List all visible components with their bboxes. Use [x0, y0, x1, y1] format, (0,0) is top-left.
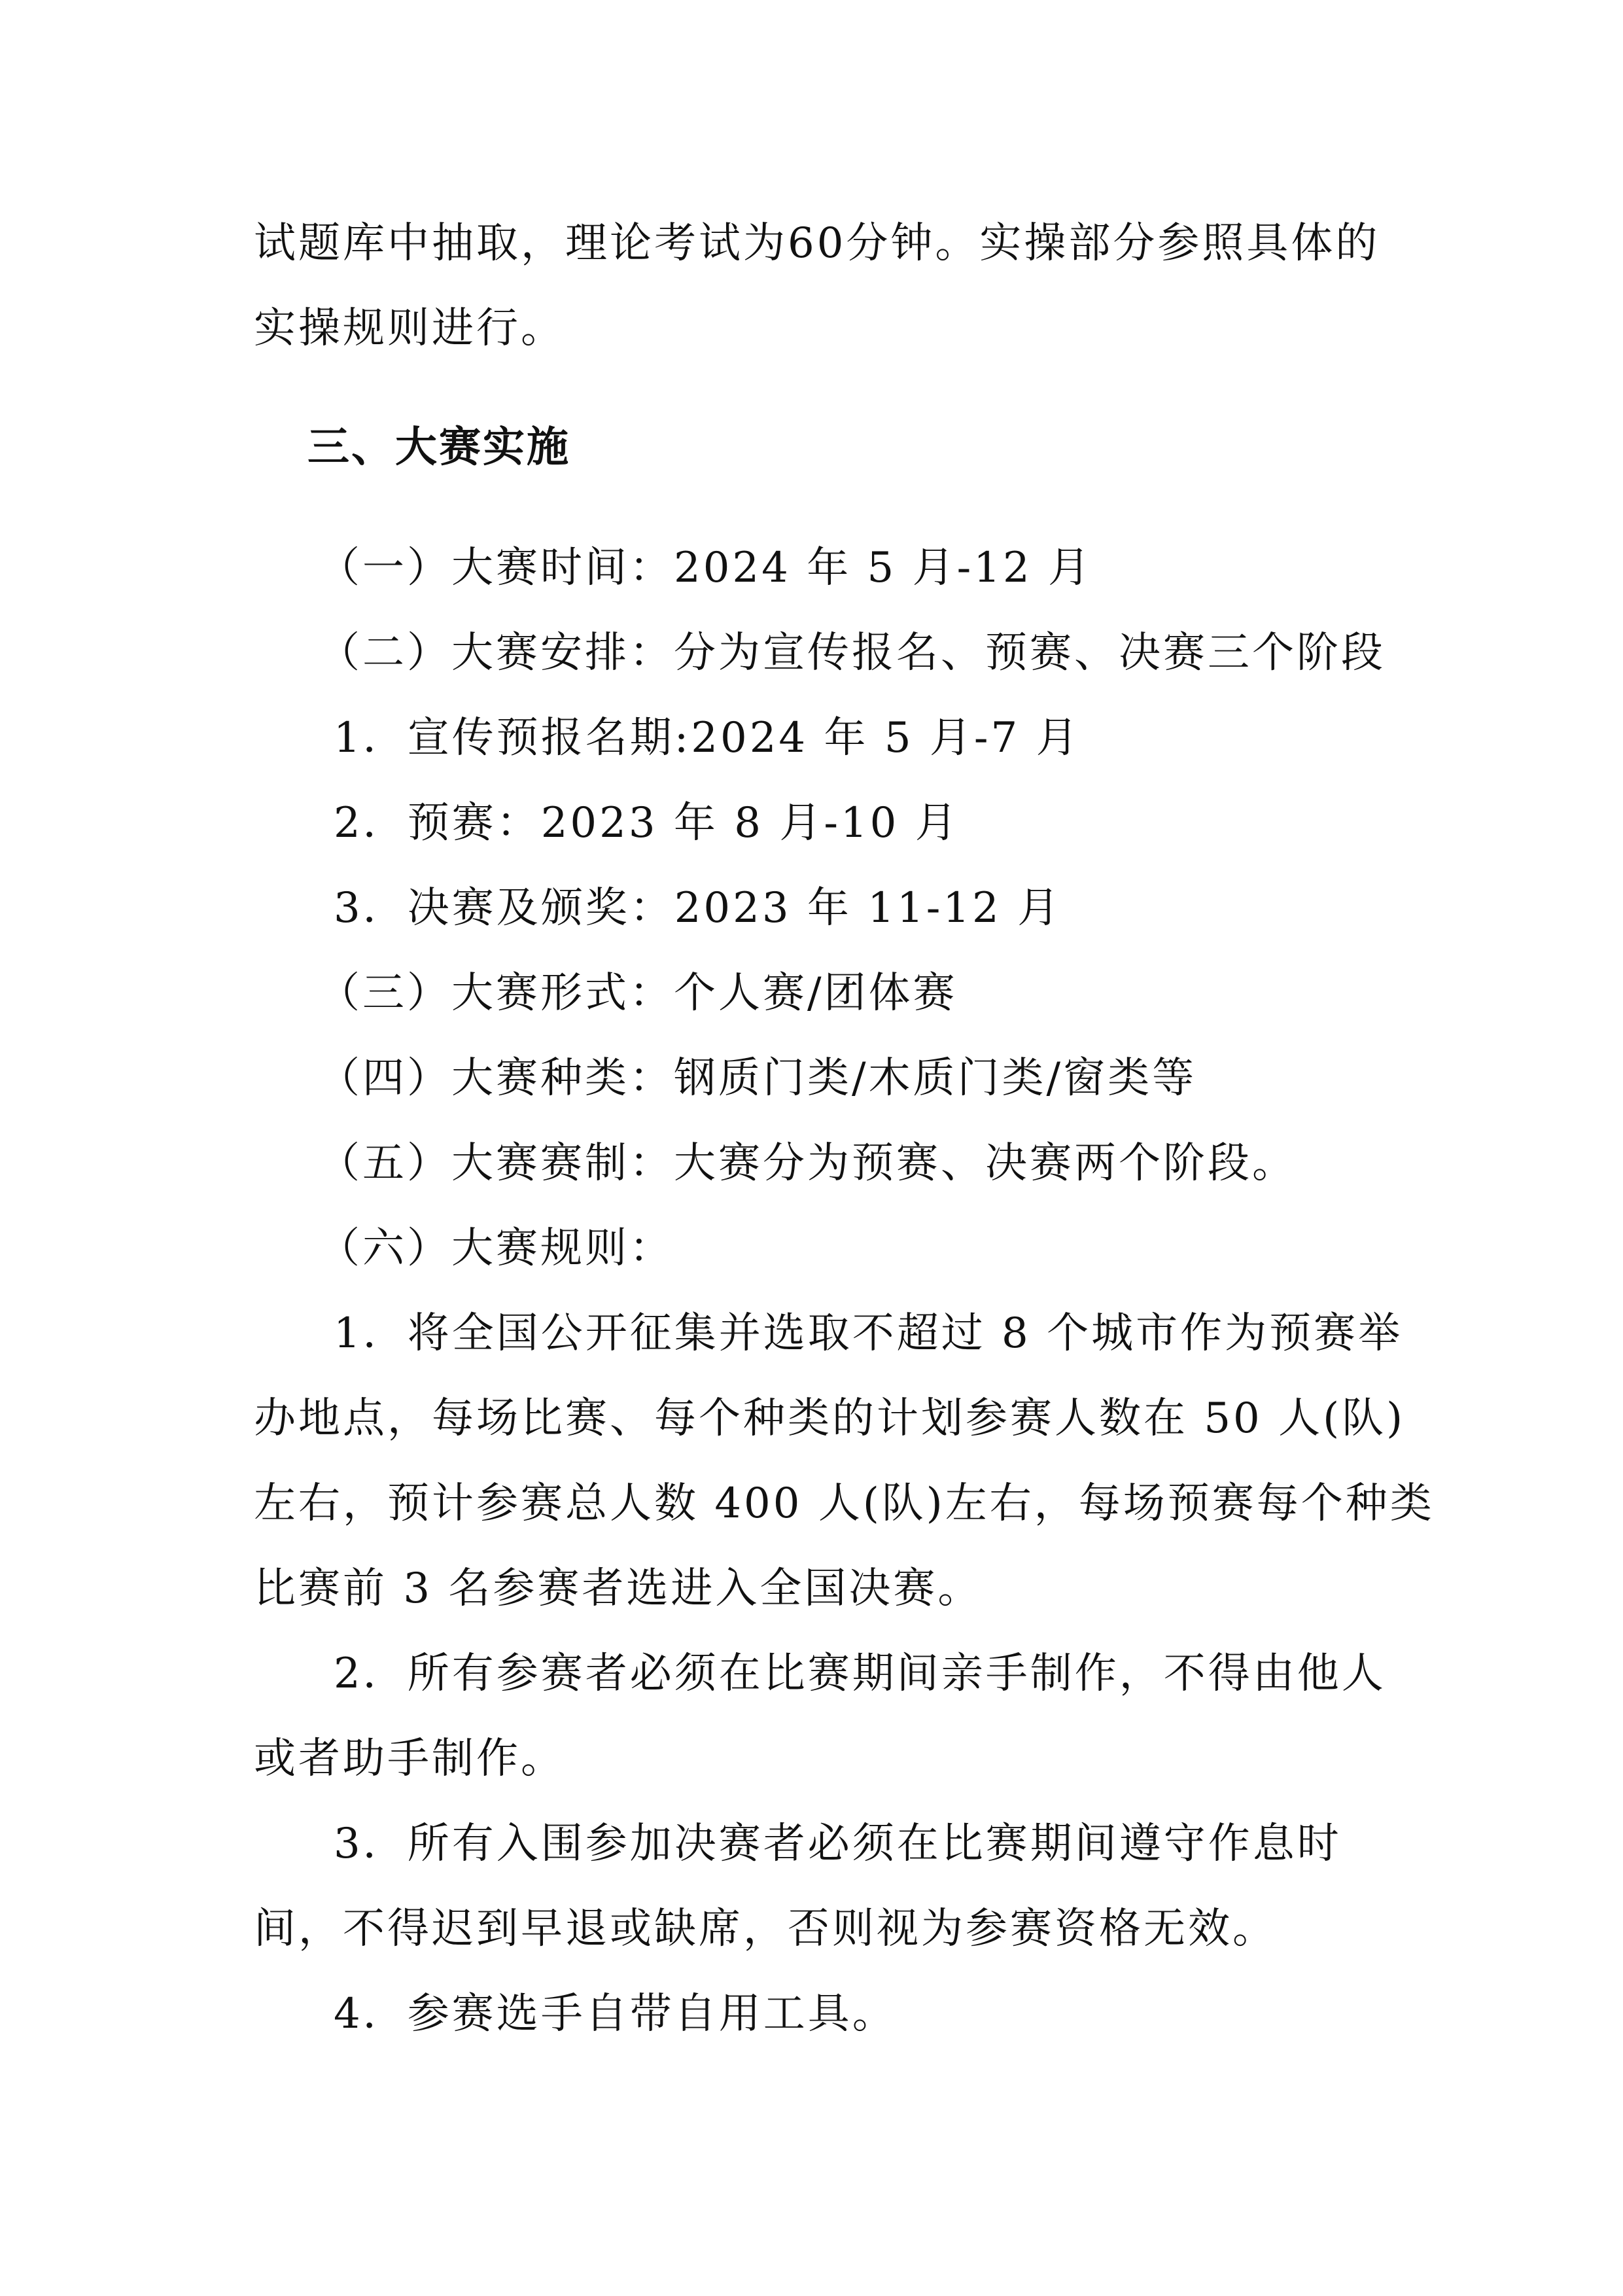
rule-3-line-2: 间，不得迟到早退或缺席，否则视为参赛资格无效。 — [254, 1905, 1277, 1953]
rule-2-line-1: 2．所有参赛者必须在比赛期间亲手制作，不得由他人 — [334, 1650, 1386, 1698]
rule-1-line-4: 比赛前 3 名参赛者选进入全国决赛。 — [254, 1564, 983, 1613]
item-competition-schedule: （二）大赛安排：分为宣传报名、预赛、决赛三个阶段 — [318, 629, 1386, 677]
schedule-step-1: 1．宣传预报名期:2024 年 5 月-7 月 — [334, 714, 1081, 762]
schedule-step-3: 3．决赛及颁奖：2023 年 11-12 月 — [334, 884, 1062, 932]
rule-1-line-1: 1．将全国公开征集并选取不超过 8 个城市作为预赛举 — [334, 1309, 1403, 1358]
item-competition-categories: （四）大赛种类：钢质门类/木质门类/窗类等 — [318, 1054, 1197, 1103]
item-competition-format: （三）大赛形式：个人赛/团体赛 — [318, 969, 958, 1017]
rule-1-line-2: 办地点，每场比赛、每个种类的计划参赛人数在 50 人(队) — [254, 1394, 1406, 1443]
item-competition-time: （一）大赛时间：2024 年 5 月-12 月 — [318, 544, 1093, 592]
item-competition-system: （五）大赛赛制：大赛分为预赛、决赛两个阶段。 — [318, 1139, 1297, 1188]
rule-2-line-2: 或者助手制作。 — [254, 1735, 565, 1783]
section-heading: 三、大赛实施 — [307, 423, 570, 472]
item-competition-rules: （六）大赛规则： — [318, 1224, 674, 1273]
schedule-step-2: 2．预赛：2023 年 8 月-10 月 — [334, 799, 960, 847]
rule-4-line-1: 4．参赛选手自带自用工具。 — [334, 1990, 897, 2038]
rule-3-line-1: 3．所有入围参加决赛者必须在比赛期间遵守作息时 — [334, 1820, 1342, 1868]
paragraph-line-2: 实操规则进行。 — [254, 304, 565, 353]
rule-1-line-3: 左右，预计参赛总人数 400 人(队)左右，每场预赛每个种类 — [254, 1479, 1435, 1528]
paragraph-line-1: 试题库中抽取，理论考试为60分钟。实操部分参照具体的 — [254, 219, 1380, 268]
